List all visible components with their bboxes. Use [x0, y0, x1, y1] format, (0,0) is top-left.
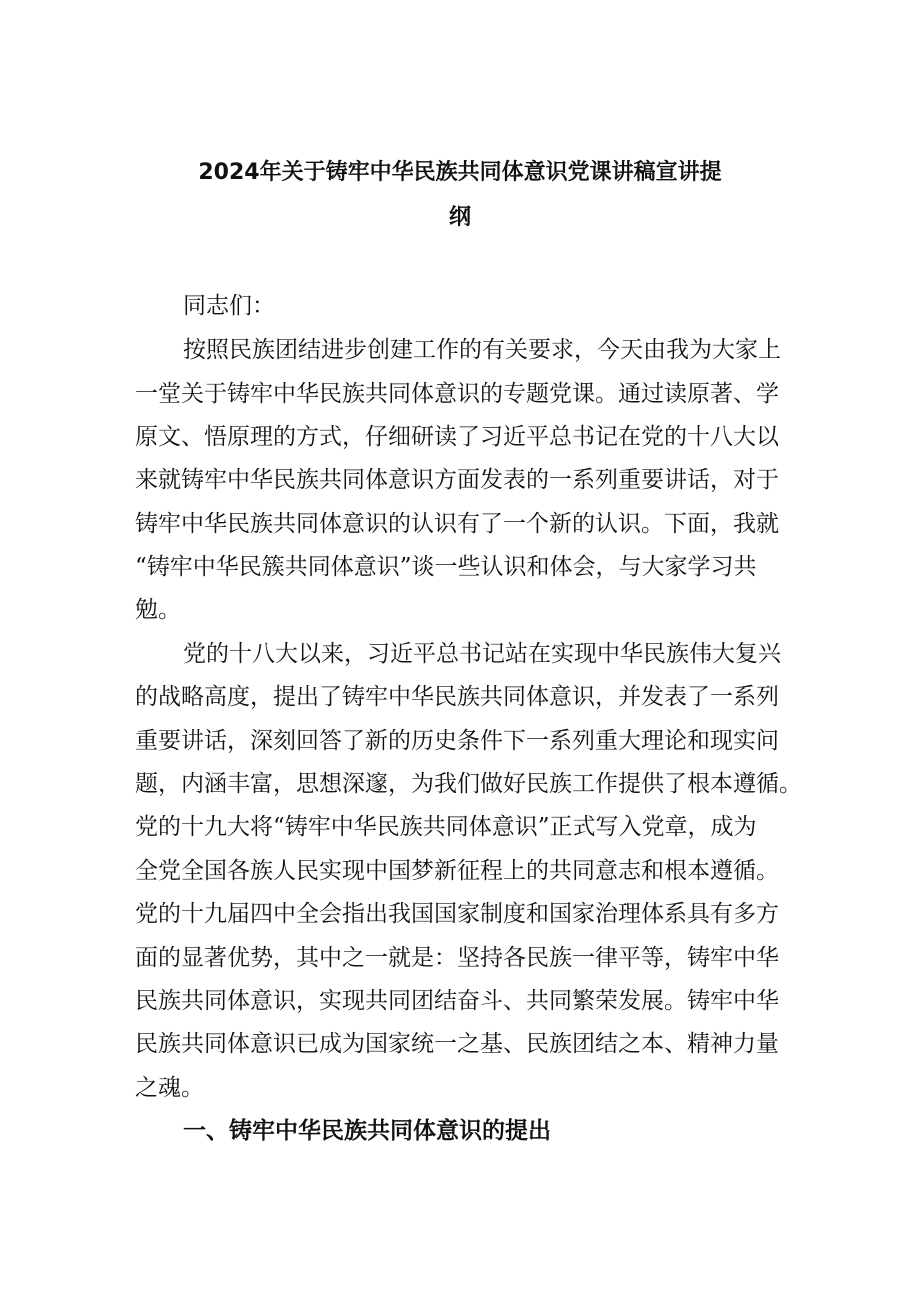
paragraph-line: 面的显著优势，其中之一就是：坚持各民族一律平等，铸牢中华 — [135, 945, 779, 971]
paragraph-line: 党的十九届四中全会指出我国国家制度和国家治理体系具有多方 — [135, 901, 779, 927]
paragraph-line: 题，内涵丰富，思想深邃，为我们做好民族工作提供了根本遵循。 — [135, 771, 802, 797]
paragraph-line: “铸牢中华民簇共同体意识”谈一些认识和体会，与大家学习共 — [135, 554, 757, 580]
paragraph-line: 党的十九大将“铸牢中华民族共同体意识”正式写入党章，成为 — [135, 814, 757, 840]
section-1-heading: 一、铸牢中华民族共同体意识的提出 — [183, 1118, 551, 1144]
paragraph-line: 勉。 — [135, 597, 181, 623]
paragraph-line: 来就铸牢中华民族共同体意识方面发表的一系列重要讲话，对于 — [135, 467, 779, 493]
paragraph-line: 重要讲话，深刻回答了新的历史条件下一系列重大理论和现实问 — [135, 728, 779, 754]
paragraph-line: 全党全国各族人民实现中国梦新征程上的共同意志和根本遵循。 — [135, 858, 779, 884]
document-title-line-2: 纲 — [448, 205, 471, 230]
document-title-line-1: 2024年关于铸牢中华民族共同体意识党课讲稿宣讲提 — [198, 160, 722, 185]
paragraph-line: 民族共同体意识，实现共同团结奋斗、共同繁荣发展。铸牢中华 — [135, 988, 779, 1014]
paragraph-line: 一堂关于铸牢中华民族共同体意识的专题党课。通过读原著、学 — [135, 381, 779, 407]
paragraph-line: 之魂。 — [135, 1075, 204, 1101]
paragraph-line: 原文、悟原理的方式，仔细研读了习近平总书记在党的十八大以 — [135, 424, 779, 450]
paragraph-line: 的战略高度，提出了铸牢中华民族共同体意识，并发表了一系列 — [135, 684, 779, 710]
paragraph-line: 党的十八大以来，习近平总书记站在实现中华民族伟大复兴 — [183, 641, 781, 667]
paragraph-line: 按照民族团结进步创建工作的有关要求，今天由我为大家上 — [183, 337, 781, 363]
paragraph-line: 铸牢中华民族共同体意识的认识有了一个新的认识。下面，我就 — [135, 511, 779, 537]
paragraph-line: 民族共同体意识已成为国家统一之基、民族团结之本、精神力量 — [135, 1031, 779, 1057]
salutation: 同志们： — [183, 293, 275, 319]
